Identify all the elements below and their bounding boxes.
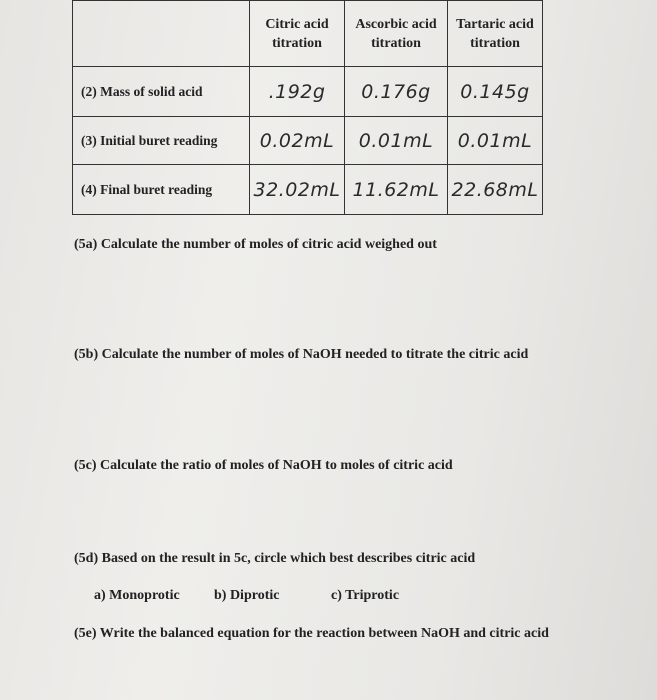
header-tartaric: Tartaric acid titration	[448, 1, 543, 67]
cell-citric-mass: .192g	[250, 67, 345, 117]
cell-tartaric-final: 22.68mL	[448, 165, 543, 215]
table-header-row	[73, 1, 543, 67]
question-5a: (5a) Calculate the number of moles of citric acid weighed out	[74, 237, 437, 252]
question-5c: (5c) Calculate the ratio of moles of NaOH to moles of citric acid	[74, 458, 453, 473]
header-empty-cell	[73, 1, 250, 67]
choice-monoprotic[interactable]: a) Monoprotic	[94, 588, 180, 603]
cell-ascorbic-mass: 0.176g	[345, 67, 448, 117]
cell-citric-final: 32.02mL	[250, 165, 345, 215]
header-citric: Citric acid titration	[250, 1, 345, 67]
cell-tartaric-initial: 0.01mL	[448, 117, 543, 165]
row-label-initial: (3) Initial buret reading	[73, 117, 250, 165]
data-table	[72, 0, 543, 215]
question-5e: (5e) Write the balanced equation for the reaction between NaOH and citric acid	[74, 626, 549, 641]
choice-triprotic[interactable]: c) Triprotic	[331, 588, 400, 603]
question-5b: (5b) Calculate the number of moles of NaOH needed to titrate the citric acid	[74, 347, 529, 362]
table-row	[73, 165, 543, 215]
choice-diprotic[interactable]: b) Diprotic	[214, 588, 280, 603]
table-row	[73, 67, 543, 117]
question-5d: (5d) Based on the result in 5c, circle which best describes citric acid	[74, 551, 476, 566]
cell-ascorbic-final: 11.62mL	[345, 165, 448, 215]
header-ascorbic: Ascorbic acid titration	[345, 1, 448, 67]
cell-tartaric-mass: 0.145g	[448, 67, 543, 117]
table-row	[73, 117, 543, 165]
cell-ascorbic-initial: 0.01mL	[345, 117, 448, 165]
row-label-mass: (2) Mass of solid acid	[73, 67, 250, 117]
row-label-final: (4) Final buret reading	[73, 165, 250, 215]
cell-citric-initial: 0.02mL	[250, 117, 345, 165]
